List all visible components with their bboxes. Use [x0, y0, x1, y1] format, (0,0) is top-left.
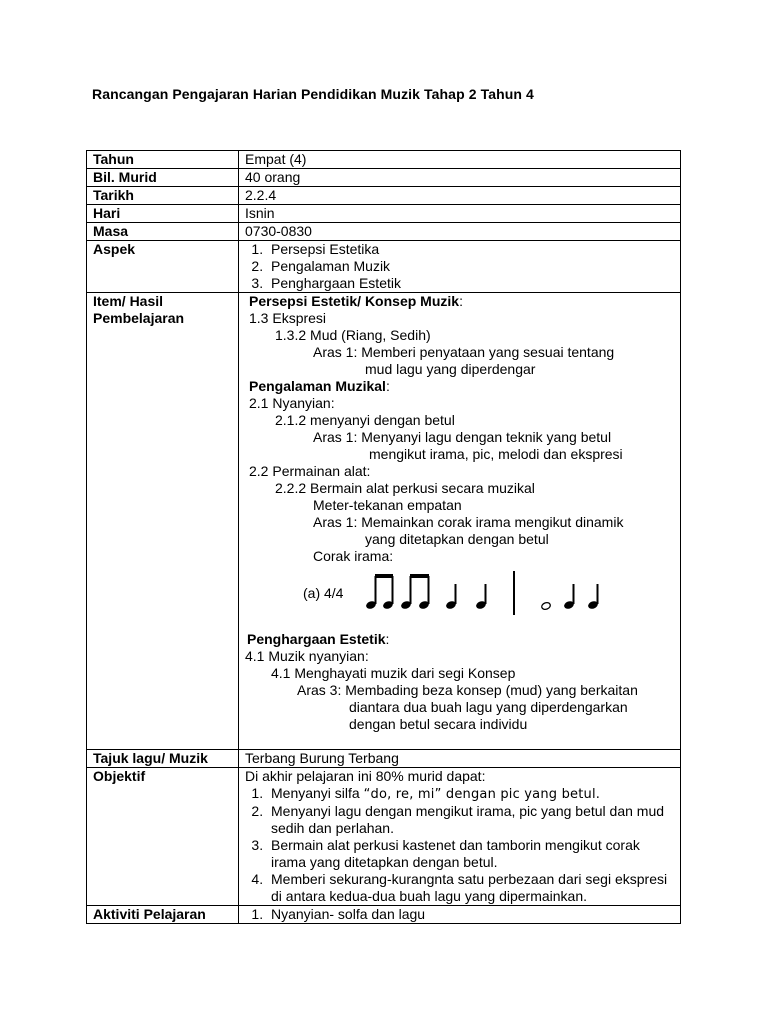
line-aras-a2: mud lagu yang diperdengar	[365, 361, 536, 377]
heading-penghargaan: Penghargaan Estetik	[247, 631, 386, 647]
value-tajuk-lagu: Terbang Burung Terbang	[239, 750, 681, 768]
label-tahun: Tahun	[87, 151, 239, 169]
line-aras-a: Aras 1: Memberi penyataan yang sesuai tentang	[313, 344, 615, 360]
objektif-item	[267, 785, 674, 803]
line-aras-c: Aras 1: Memainkan corak irama mengikut dinamik	[313, 514, 624, 530]
objektif-item1-a: Menyanyi silfa	[271, 785, 364, 801]
value-aktiviti	[239, 906, 681, 924]
crotchet-icon	[476, 584, 488, 610]
line-2-1: 2.1 Nyanyian:	[249, 395, 335, 411]
label-aktiviti: Aktiviti Pelajaran	[87, 906, 239, 924]
colon: :	[385, 378, 390, 394]
aktiviti-list	[245, 906, 674, 923]
minim-icon	[541, 601, 551, 610]
line-aras-b: Aras 1: Menyanyi lagu dengan teknik yang betul	[313, 429, 612, 445]
quaver-pair-icon	[366, 574, 395, 610]
objektif-item: 4. Memberi sekurang-kurangnta satu perbezaan dari segi ekspresi di antara kedua-dua buah lagu yang dipermainkan.	[267, 871, 674, 905]
label-item-hasil	[87, 293, 239, 750]
aspek-item: 3. Penghargaan Estetik	[267, 275, 674, 292]
lesson-plan-table	[86, 150, 681, 924]
objektif-item: 3. Bermain alat perkusi kastenet dan tamborin mengikut corak irama yang ditetapkan dengan betul.	[267, 837, 674, 871]
aspek-item: 1. Persepsi Estetika	[267, 241, 674, 258]
row-aktiviti	[87, 906, 681, 924]
line-4-1: 4.1 Muzik nyanyian:	[245, 648, 369, 664]
objektif-list	[245, 785, 674, 905]
row-tahun	[87, 151, 681, 169]
objektif-item1-b: “do, re, mi” dengan pic yang betul.	[363, 787, 601, 802]
aspek-list	[245, 241, 674, 292]
row-tarikh	[87, 187, 681, 205]
objektif-intro: Di akhir pelajaran ini 80% murid dapat:	[245, 768, 486, 784]
row-tajuk-lagu	[87, 750, 681, 768]
line-2-1-2: 2.1.2 menyanyi dengan betul	[275, 412, 455, 428]
crotchet-icon	[588, 584, 600, 610]
label-item-hasil-line2: Pembelajaran	[93, 310, 185, 326]
line-1-3: 1.3 Ekspresi	[249, 310, 327, 326]
line-2-2-2: 2.2.2 Bermain alat perkusi secara muzikal	[275, 480, 535, 496]
label-tajuk-lagu: Tajuk lagu/ Muzik	[87, 750, 239, 768]
colon: :	[385, 631, 390, 647]
line-aras-d: Aras 3: Membading beza konsep (mud) yang berkaitan	[297, 682, 638, 698]
aktiviti-item: 1. Nyanyian- solfa dan lagu	[267, 906, 674, 923]
rhythm-pattern	[245, 567, 674, 619]
objektif-item: 2. Menyanyi lagu dengan mengikut irama, pic yang betul dan mud sedih dan perlahan.	[267, 803, 674, 837]
line-2-2: 2.2 Permainan alat:	[249, 463, 371, 479]
row-masa	[87, 223, 681, 241]
row-bil-murid	[87, 169, 681, 187]
line-4-1b: 4.1 Menghayati muzik dari segi Konsep	[271, 665, 516, 681]
line-aras-d2: diantara dua buah lagu yang diperdengarkan	[349, 699, 628, 715]
document-title: Rancangan Pengajaran Harian Pendidikan Muzik Tahap 2 Tahun 4	[92, 86, 534, 102]
value-masa: 0730-0830	[239, 223, 681, 241]
line-1-3-2: 1.3.2 Mud (Riang, Sedih)	[275, 327, 431, 343]
row-item-hasil	[87, 293, 681, 750]
rhythm-label: (a) 4/4	[303, 584, 344, 601]
value-aspek	[239, 241, 681, 293]
crotchet-icon	[446, 584, 458, 610]
value-objektif	[239, 768, 681, 906]
label-bil-murid: Bil. Murid	[87, 169, 239, 187]
line-meter: Meter-tekanan empatan	[313, 497, 462, 513]
heading-pengalaman: Pengalaman Muzikal	[249, 378, 386, 394]
line-corak: Corak irama:	[313, 548, 394, 564]
label-item-hasil-line1: Item/ Hasil	[93, 293, 164, 309]
rhythm-notation	[363, 571, 613, 615]
colon: :	[459, 293, 463, 309]
row-objektif	[87, 768, 681, 906]
line-aras-c2: yang ditetapkan dengan betul	[365, 531, 549, 547]
label-tarikh: Tarikh	[87, 187, 239, 205]
line-aras-d3: dengan betul secara individu	[349, 716, 528, 732]
crotchet-icon	[564, 584, 576, 610]
quaver-pair-icon	[401, 574, 431, 610]
label-hari: Hari	[87, 205, 239, 223]
label-aspek: Aspek	[87, 241, 239, 293]
row-hari	[87, 205, 681, 223]
aspek-item: 2. Pengalaman Muzik	[267, 258, 674, 275]
row-aspek	[87, 241, 681, 293]
value-item-hasil	[239, 293, 681, 750]
heading-persepsi: Persepsi Estetik/ Konsep Muzik	[249, 293, 460, 309]
value-hari: Isnin	[239, 205, 681, 223]
value-bil-murid: 40 orang	[239, 169, 681, 187]
value-tarikh: 2.2.4	[239, 187, 681, 205]
label-objektif: Objektif	[87, 768, 239, 906]
value-tahun: Empat (4)	[239, 151, 681, 169]
label-masa: Masa	[87, 223, 239, 241]
line-aras-b2: mengikut irama, pic, melodi dan ekspresi	[369, 446, 623, 462]
